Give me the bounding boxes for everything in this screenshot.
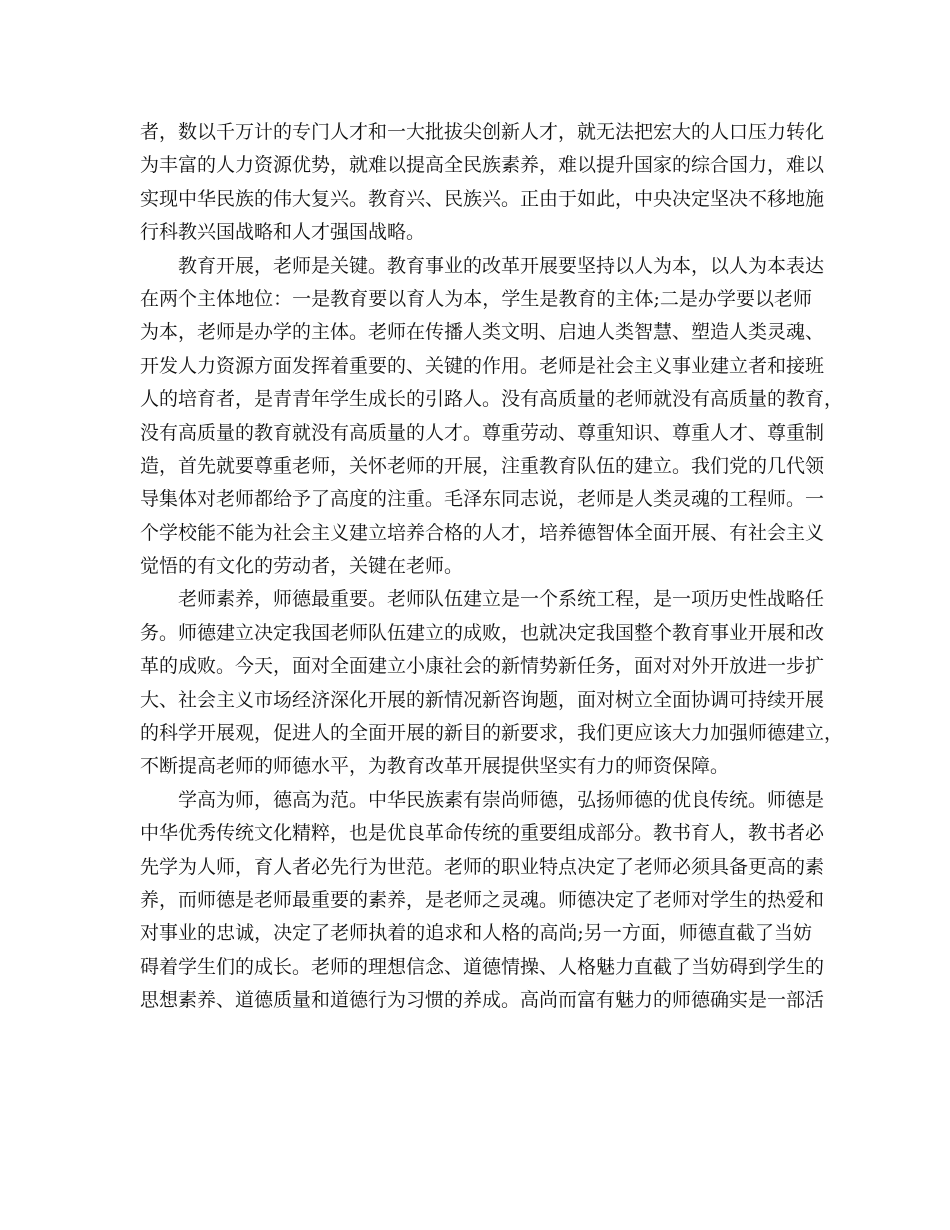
text-line: 革的成败。今天，面对全面建立小康社会的新情势新任务，面对对外开放进一步扩 <box>140 655 825 678</box>
document-body-text <box>140 116 844 1018</box>
text-line: 实现中华民族的伟大复兴。教育兴、民族兴。正由于如此，中央决定坚决不移地施 <box>140 187 825 210</box>
text-line: 先学为人师，育人者必先行为世范。老师的职业特点决定了老师必须具备更高的素 <box>140 855 825 878</box>
text-line: 造，首先就要尊重老师，关怀老师的开展，注重教育队伍的建立。我们党的几代领 <box>140 454 825 477</box>
text-line: 教育开展，老师是关键。教育事业的改革开展要坚持以人为本，以人为本表达 <box>178 254 825 277</box>
text-line: 大、社会主义市场经济深化开展的新情况新咨询题，面对树立全面协调可持续开展 <box>140 688 825 711</box>
text-line: 的科学开展观，促进人的全面开展的新目的新要求，我们更应该大力加强师德建立， <box>140 722 844 745</box>
text-line: 觉悟的有文化的劳动者，关键在老师。 <box>140 555 464 578</box>
text-line: 中华优秀传统文化精粹，也是优良革命传统的重要组成部分。教书育人，教书者必 <box>140 822 825 845</box>
text-line: 思想素养、道德质量和道德行为习惯的养成。高尚而富有魅力的师德确实是一部活 <box>140 989 825 1012</box>
text-line: 老师素养，师德最重要。老师队伍建立是一个系统工程，是一项历史性战略任 <box>178 588 825 611</box>
text-line: 在两个主体地位：一是教育要以育人为本，学生是教育的主体;二是办学要以老师 <box>140 287 812 310</box>
text-line: 为本，老师是办学的主体。老师在传播人类文明、启迪人类智慧、塑造人类灵魂、 <box>140 321 825 344</box>
text-line: 行科教兴国战略和人才强国战略。 <box>140 221 426 244</box>
text-line: 务。师德建立决定我国老师队伍建立的成败，也就决定我国整个教育事业开展和改 <box>140 621 825 644</box>
text-line: 不断提高老师的师德水平，为教育改革开展提供坚实有力的师资保障。 <box>140 755 730 778</box>
text-line: 养，而师德是老师最重要的素养，是老师之灵魂。师德决定了老师对学生的热爱和 <box>140 888 825 911</box>
text-line: 对事业的忠诚，决定了老师执着的追求和人格的高尚;另一方面，师德直截了当妨 <box>140 922 812 945</box>
text-line: 碍着学生们的成长。老师的理想信念、道德情操、人格魅力直截了当妨碍到学生的 <box>140 955 825 978</box>
text-line: 个学校能不能为社会主义建立培养合格的人才，培养德智体全面开展、有社会主义 <box>140 521 825 544</box>
text-line: 学高为师，德高为范。中华民族素有崇尚师德，弘扬师德的优良传统。师德是 <box>178 788 825 811</box>
text-line: 导集体对老师都给予了高度的注重。毛泽东同志说，老师是人类灵魂的工程师。一 <box>140 488 825 511</box>
text-line: 没有高质量的教育就没有高质量的人才。尊重劳动、尊重知识、尊重人才、尊重制 <box>140 421 825 444</box>
text-line: 者，数以千万计的专门人才和一大批拔尖创新人才，就无法把宏大的人口压力转化 <box>140 121 825 143</box>
text-line: 开发人力资源方面发挥着重要的、关键的作用。老师是社会主义事业建立者和接班 <box>140 354 825 377</box>
text-line: 人的培育者，是青青年学生成长的引路人。没有高质量的老师就没有高质量的教育， <box>140 388 844 411</box>
text-line: 为丰富的人力资源优势，就难以提高全民族素养，难以提升国家的综合国力，难以 <box>140 154 825 177</box>
